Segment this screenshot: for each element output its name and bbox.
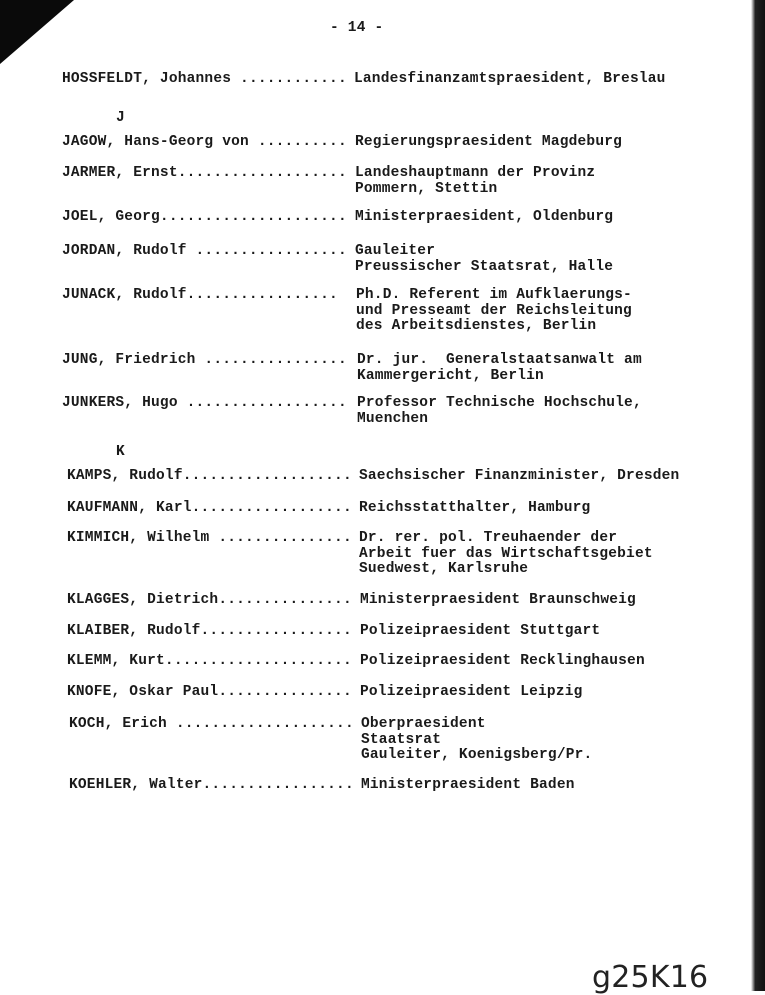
entry-description-line: Preussischer Staatsrat, Halle (355, 258, 614, 275)
entry-name-text: KAMPS, Rudolf (67, 468, 183, 484)
entry-description (355, 210, 613, 226)
entry-description-line: Arbeit fuer das Wirtschaftsgebiet (359, 545, 653, 562)
entry-description (355, 135, 622, 151)
entry-description-line: Landeshauptmann der Provinz (355, 165, 596, 181)
entry-description-line: Ministerpraesident Braunschweig (360, 592, 636, 608)
entry-description-line: Muenchen (357, 410, 429, 427)
entry-name-text: KLAIBER, Rudolf (67, 623, 201, 639)
entry-name (69, 717, 354, 733)
entry-name (62, 210, 347, 226)
entry-description (361, 717, 592, 764)
entry-name (67, 531, 352, 547)
dot-leader: .................. (177, 395, 347, 411)
entry-description (357, 353, 642, 384)
handwritten-document-number: g25K16 (592, 960, 709, 995)
entry-description (359, 531, 653, 578)
dot-leader: .................. (191, 500, 352, 516)
entry-name-text: KIMMICH, Wilhelm (67, 530, 210, 546)
dot-leader: ............... (218, 684, 352, 700)
entry-name (67, 654, 352, 670)
entry-name-text: KNOFE, Oskar Paul (67, 684, 219, 700)
entry-name (67, 469, 352, 485)
dot-leader: ................. (202, 777, 354, 793)
entry-description (360, 685, 583, 701)
dot-leader: ..................... (164, 653, 352, 669)
entry-description (359, 469, 679, 485)
entry-description-line: Reichsstatthalter, Hamburg (359, 500, 591, 516)
entry-description-line: Polizeipraesident Stuttgart (360, 623, 601, 639)
dot-leader: ................ (195, 352, 347, 368)
entry-description-line: Kammergericht, Berlin (357, 367, 544, 384)
entry-name-text: JUNKERS, Hugo (62, 395, 178, 411)
dot-leader: .................... (166, 716, 354, 732)
dot-leader: ..................... (159, 209, 347, 225)
dot-leader: ............ (231, 71, 347, 87)
entry-name-text: JARMER, Ernst (62, 165, 178, 181)
entry-description (360, 624, 600, 640)
entry-description-line: Dr. rer. pol. Treuhaender der (359, 530, 618, 546)
entry-name-text: KOCH, Erich (69, 716, 167, 732)
entry-name (67, 685, 352, 701)
entry-description (360, 654, 645, 670)
entry-description-line: Ministerpraesident Baden (361, 777, 575, 793)
entry-description-line: Dr. jur. Generalstaatsanwalt am (357, 352, 642, 368)
entry-name-text: KLAGGES, Dietrich (67, 592, 219, 608)
entry-description-line: Pommern, Stettin (355, 180, 498, 197)
entry-description-line: Ministerpraesident, Oldenburg (355, 209, 614, 225)
entry-name (62, 396, 347, 412)
entry-description-line: und Presseamt der Reichsleitung (356, 302, 632, 319)
dot-leader: ................... (182, 468, 352, 484)
entry-description-line: Polizeipraesident Leipzig (360, 684, 583, 700)
entry-description-line: Professor Technische Hochschule, (357, 395, 642, 411)
entry-name (67, 624, 352, 640)
entry-name (62, 166, 347, 182)
entry-description-line: Oberpraesident (361, 716, 486, 732)
entry-name (67, 501, 352, 517)
dot-leader: ................. (186, 243, 347, 259)
entry-name-text: JORDAN, Rudolf (62, 243, 187, 259)
entry-name-text: JUNG, Friedrich (62, 352, 196, 368)
entry-name-text: KAUFMANN, Karl (67, 500, 192, 516)
entry-name-text: JOEL, Georg (62, 209, 160, 225)
entry-description (357, 396, 642, 427)
entry-description (355, 166, 595, 197)
entry-name-text: KLEMM, Kurt (67, 653, 165, 669)
entry-description-line: Regierungspraesident Magdeburg (355, 134, 623, 150)
entry-name (67, 593, 352, 609)
entry-name (69, 778, 354, 794)
entry-name (62, 353, 347, 369)
page-number: - 14 - (330, 20, 384, 36)
entry-name-text: JAGOW, Hans-Georg von (62, 134, 249, 150)
dot-leader: ................. (200, 623, 352, 639)
entry-name (62, 135, 347, 151)
entry-description-line: Suedwest, Karlsruhe (359, 561, 529, 577)
dot-leader: ................... (177, 165, 347, 181)
entry-description-line: des Arbeitsdienstes, Berlin (356, 318, 597, 334)
section-letter: K (116, 444, 125, 460)
entry-description (361, 778, 575, 794)
entry-description (355, 244, 613, 275)
entry-name (62, 288, 347, 304)
entry-name (62, 244, 347, 260)
entry-description-line: Staatsrat (361, 731, 442, 748)
entry-description (360, 593, 636, 609)
entry-name-text: JUNACK, Rudolf (62, 287, 187, 303)
dot-leader: .......... (248, 134, 347, 150)
scan-right-edge (751, 0, 765, 991)
entry-description-line: Gauleiter, Koenigsberg/Pr. (361, 747, 593, 763)
section-letter: J (116, 110, 125, 126)
entry-description-line: Ph.D. Referent im Aufklaerungs- (356, 287, 632, 303)
dot-leader: ............... (218, 592, 352, 608)
entry-name-text: HOSSFELDT, Johannes (62, 71, 232, 87)
entry-description-line: Saechsischer Finanzminister, Dresden (359, 468, 680, 484)
dot-leader: ............... (209, 530, 352, 546)
entry-description (354, 72, 666, 88)
entry-description-line: Gauleiter (355, 243, 436, 259)
entry-description (356, 288, 632, 335)
dot-leader: ................. (186, 287, 347, 303)
scan-corner-shadow (0, 0, 74, 64)
entry-name-text: KOEHLER, Walter (69, 777, 203, 793)
entry-name (62, 72, 347, 88)
entry-description-line: Landesfinanzamtspraesident, Breslau (354, 71, 666, 87)
entry-description (359, 501, 590, 517)
entry-description-line: Polizeipraesident Recklinghausen (360, 653, 645, 669)
